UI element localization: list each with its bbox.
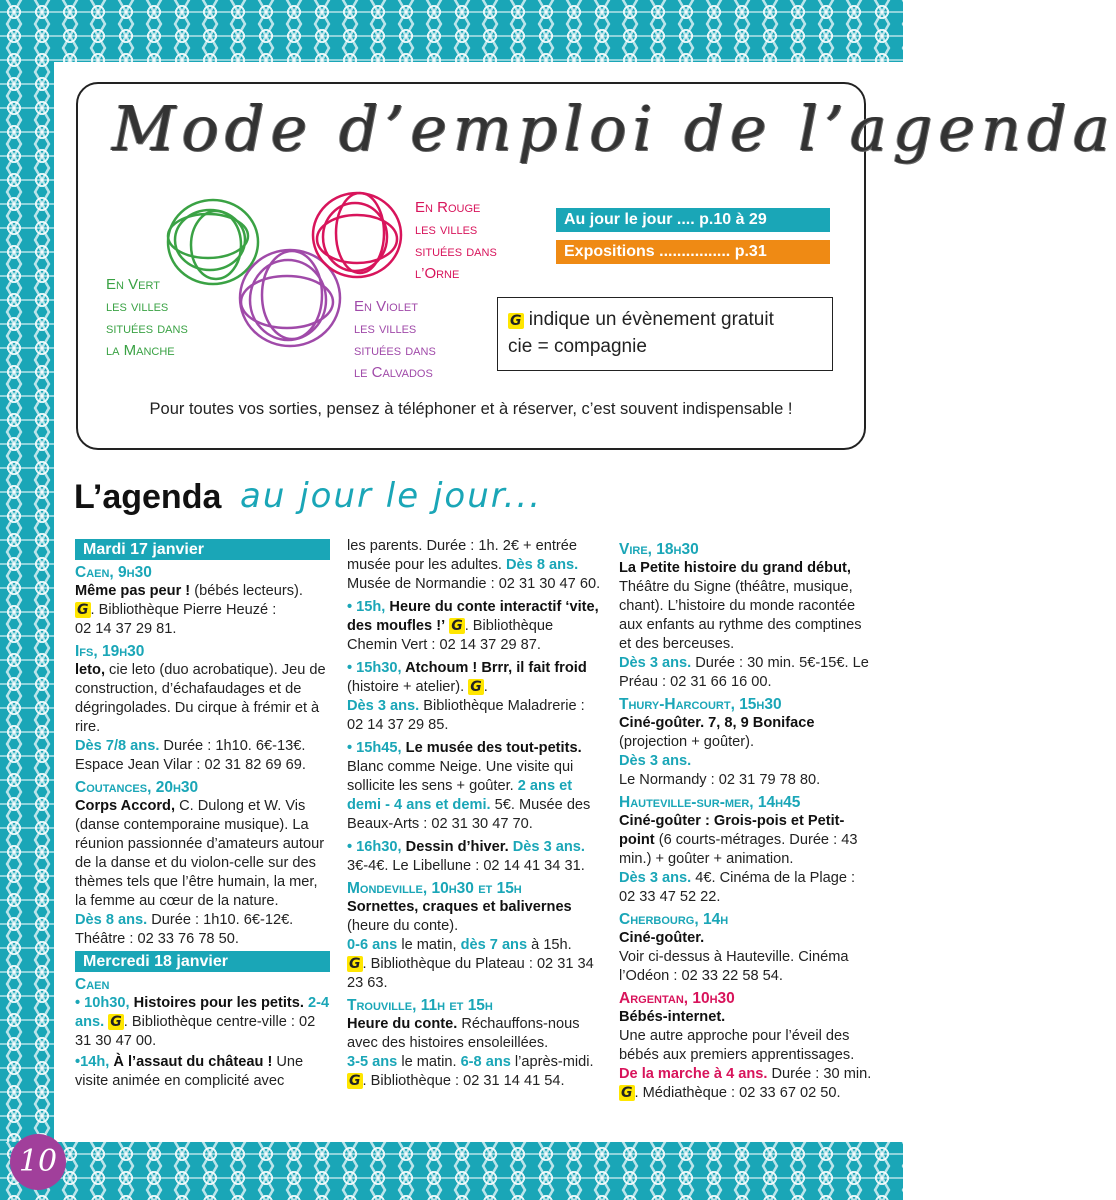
event-city: Trouville, 11h et 15h: [347, 997, 493, 1014]
event-phone: 02 14 37 29 81.: [75, 621, 177, 637]
legend-red-line: situées dans: [415, 243, 497, 260]
event-age: Dès 3 ans.: [619, 655, 692, 671]
event-age: Dès 8 ans.: [75, 912, 148, 928]
event-age: 6-8 ans: [456, 1054, 511, 1070]
event-title: Heure du conte interactif ‘vite, des moufles !’: [347, 599, 599, 634]
legend-red-line: les villes: [415, 221, 478, 238]
event-desc: le matin,: [397, 937, 457, 953]
event-place: . Bibliothèque : 02 31 14 41 54.: [362, 1073, 565, 1089]
event-title: Heure du conte.: [347, 1016, 458, 1032]
event-title: Ciné-goûter. 7, 8, 9 Boniface: [619, 715, 815, 731]
legend-green-line: la Manche: [106, 342, 175, 359]
event-entry: [619, 1008, 874, 1103]
day-header: Mardi 17 janvier: [75, 539, 330, 560]
info-line-cie: cie = compagnie: [508, 336, 647, 357]
info-box: [497, 297, 833, 371]
event-place: . Médiathèque : 02 33 67 02 50.: [634, 1085, 841, 1101]
free-event-icon: G: [349, 956, 361, 972]
event-city: Thury-Harcourt, 15h30: [619, 696, 782, 713]
legend-red-line: En Rouge: [415, 199, 481, 216]
event-title: Histoires pour les petits.: [129, 995, 304, 1011]
event-entry: [347, 739, 602, 834]
decorative-pattern-left: [0, 0, 54, 1200]
event-desc: Blanc comme Neige. Une visite qui sollicite les sens + goûter.: [347, 759, 574, 794]
event-city: Vire, 18h30: [619, 541, 699, 558]
event-entry: [619, 812, 874, 907]
event-time: • 15h,: [347, 599, 386, 615]
event-desc: cie leto (duo acrobatique). Jeu de construction, d’échafaudages et de dégringolades. Du cirque à frémir et à rire.: [75, 662, 326, 735]
page-number: 10: [10, 1134, 66, 1190]
event-desc: Voir ci-dessus à Hauteville. Cinéma l’Odéon : 02 33 22 58 54.: [619, 949, 849, 984]
agenda-column-1: [75, 537, 330, 1093]
free-event-icon: G: [621, 1085, 633, 1101]
event-city: Cherbourg, 14h: [619, 911, 729, 928]
decorative-pattern-top: [0, 0, 903, 62]
event-age: De la marche à 4 ans.: [619, 1066, 768, 1082]
event-desc: Une autre approche pour l’éveil des bébés aux premiers apprentissages.: [619, 1028, 855, 1063]
event-place: Bibliothèque Maladrerie : 02 14 37 29 85.: [347, 698, 585, 733]
event-place: 4€. Cinéma de la Plage : 02 33 47 52 22.: [619, 870, 856, 905]
red-scribble-icon: [305, 185, 410, 287]
event-place: . Bibliothèque Chemin Vert : 02 14 37 29 87.: [347, 618, 554, 653]
event-entry: [347, 898, 602, 993]
agenda-column-2: [347, 537, 602, 1093]
mode-emploi-title: Mode d’emploi de l’agenda: [112, 92, 1116, 165]
event-city: Coutances, 20h30: [75, 779, 199, 796]
info-line-free: indique un évènement gratuit: [528, 309, 774, 330]
event-title: Même pas peur !: [75, 583, 191, 599]
event-title: La Petite histoire du grand début,: [619, 560, 851, 576]
decorative-pattern-bottom: [0, 1142, 903, 1200]
event-desc: (6 courts-métrages. Durée : 43 min.) + goûter + animation.: [619, 832, 858, 867]
event-city: Caen: [75, 976, 110, 993]
event-title: Corps Accord,: [75, 798, 176, 814]
day-header: Mercredi 18 janvier: [75, 951, 330, 972]
legend-green-line: situées dans: [106, 320, 188, 337]
event-time: • 15h30,: [347, 660, 402, 676]
agenda-subtitle: au jour le jour...: [240, 476, 543, 516]
free-event-icon: G: [470, 679, 482, 695]
tag-au-jour-le-jour: Au jour le jour .... p.10 à 29: [556, 208, 830, 232]
event-entry: [75, 582, 330, 639]
event-entry: [347, 537, 602, 594]
notice-text: Pour toutes vos sorties, pensez à téléphoner et à réserver, c’est souvent indispensable !: [149, 400, 793, 418]
event-title: Ciné-goûter : Grois-pois et Petit-point: [619, 813, 845, 848]
event-desc: Théâtre du Signe (théâtre, musique, chant). L’histoire du monde racontée aux enfants au rythme des comptines et des berceuses.: [619, 579, 862, 652]
event-desc: les parents. Durée : 1h. 2€ + entrée musée pour les adultes.: [347, 538, 577, 573]
free-event-icon: G: [510, 313, 522, 329]
event-city: Hauteville-sur-mer, 14h45: [619, 794, 801, 811]
legend-violet: [354, 296, 436, 384]
free-event-icon: G: [77, 602, 89, 618]
legend-green: [106, 274, 188, 362]
event-city: Ifs, 19h30: [75, 643, 145, 660]
event-place: . Bibliothèque Pierre Heuzé :: [90, 602, 277, 618]
event-age: Dès 7/8 ans.: [75, 738, 160, 754]
event-entry: [75, 994, 330, 1051]
event-age: Dès 3 ans.: [347, 698, 420, 714]
event-desc: (heure du conte).: [347, 918, 459, 934]
legend-violet-line: situées dans: [354, 342, 436, 359]
tag-expositions: Expositions ................ p.31: [556, 240, 830, 264]
legend-violet-line: les villes: [354, 320, 417, 337]
legend-violet-line: En Violet: [354, 298, 418, 315]
event-price: 3€-4€: [347, 858, 385, 874]
event-age: Dès 3 ans.: [619, 753, 692, 769]
event-entry: [347, 1015, 602, 1091]
event-desc: (projection + goûter).: [619, 734, 755, 750]
event-info: Durée : 1h10. 6€-12€. Théâtre : 02 33 76 78 50.: [75, 912, 294, 947]
event-desc: à 15h.: [527, 937, 572, 953]
event-age: Dès 3 ans.: [508, 839, 585, 855]
event-title: Atchoum ! Brrr, il fait froid: [401, 660, 587, 676]
event-place: . Bibliothèque du Plateau : 02 31 34 23 63.: [347, 956, 594, 991]
event-place: Le Normandy : 02 31 79 78 80.: [619, 772, 821, 788]
agenda-column-3: [619, 537, 874, 1105]
event-entry: [347, 598, 602, 655]
event-info: Durée : 1h10. 6€-13€. Espace Jean Vilar : 02 31 82 69 69.: [75, 738, 306, 773]
legend-green-line: les villes: [106, 298, 169, 315]
free-event-icon: G: [110, 1014, 122, 1030]
event-title: À l’assaut du château !: [109, 1054, 273, 1070]
event-entry: [619, 929, 874, 986]
event-age: Dès 3 ans.: [619, 870, 692, 886]
event-city: Argentan, 10h30: [619, 990, 735, 1007]
event-desc: (bébés lecteurs).: [190, 583, 303, 599]
event-entry: • 15h30, Atchoum ! Brrr, il fait froid (histoire + atelier). G . Dès 3 ans. Bibliothèque Maladrerie : 02 14 37 29 85.: [347, 660, 587, 733]
event-title: Sornettes, craques et balivernes: [347, 899, 572, 915]
event-entry: [619, 714, 874, 790]
event-title: Dessin d’hiver.: [401, 839, 509, 855]
event-desc: le matin.: [397, 1054, 457, 1070]
event-desc: C. Dulong et W. Vis (danse contemporaine musique). La réunion passionnée d’amateurs autour de la danse et du violon-celle sur des thèmes tels que l’être humain, la mer, la femme au cœur de la nature.: [75, 798, 325, 909]
event-city: Mondeville, 10h30 et 15h: [347, 880, 522, 897]
event-info: Durée : 30 min. 5€-15€. Le Préau : 02 31 66 16 00.: [619, 655, 869, 690]
event-time: • 16h30,: [347, 839, 402, 855]
legend-red: [415, 197, 497, 285]
event-desc: Réchauffons-nous avec des histoires ensoleillées.: [347, 1016, 580, 1051]
event-age: 2 ans et demi - 4 ans et demi.: [347, 778, 573, 813]
event-desc: (histoire + atelier).: [347, 679, 465, 695]
event-time: • 15h45,: [347, 740, 402, 756]
event-entry: [75, 1053, 330, 1091]
event-entry: [75, 797, 330, 949]
event-place: Musée de Normandie : 02 31 30 47 60.: [347, 576, 601, 592]
event-age: 0-6 ans: [347, 937, 398, 953]
free-event-icon: G: [349, 1073, 361, 1089]
event-time: • 10h30,: [75, 995, 130, 1011]
event-title: Bébés-internet.: [619, 1009, 726, 1025]
legend-green-line: En Vert: [106, 276, 160, 293]
legend-violet-line: le Calvados: [354, 364, 433, 381]
event-desc: Une visite animée en complicité avec: [75, 1054, 304, 1089]
event-place: 5€. Musée des Beaux-Arts : 02 31 30 47 70.: [347, 797, 591, 832]
event-time: •14h,: [75, 1054, 110, 1070]
event-age: dès 7 ans: [456, 937, 528, 953]
event-title: Ciné-goûter.: [619, 930, 705, 946]
event-info: Durée : 30 min.: [767, 1066, 872, 1082]
event-age: Dès 8 ans.: [501, 557, 579, 573]
legend-red-line: l’Orne: [415, 265, 460, 282]
event-age: 2-4 ans.: [75, 995, 330, 1030]
agenda-title: L’agenda: [74, 478, 222, 516]
event-entry: [75, 661, 330, 775]
event-city: Caen, 9h30: [75, 564, 152, 581]
event-title: Le musée des tout-petits.: [401, 740, 582, 756]
event-desc: l’après-midi.: [510, 1054, 594, 1070]
free-event-icon: G: [451, 618, 463, 634]
event-title: leto,: [75, 662, 105, 678]
event-place: . Le Libellune : 02 14 41 34 31.: [384, 858, 585, 874]
event-place: . Bibliothèque centre-ville : 02 31 30 47 00.: [75, 1014, 316, 1049]
event-entry: [619, 559, 874, 692]
event-entry: [347, 838, 602, 876]
event-age: 3-5 ans: [347, 1054, 398, 1070]
